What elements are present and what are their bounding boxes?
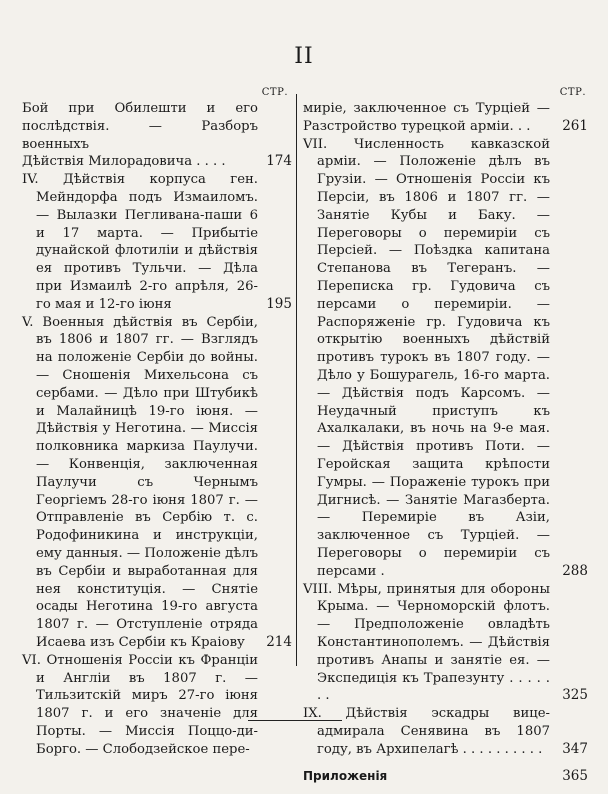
toc-entry-page: 174 <box>266 153 292 170</box>
toc-entry <box>303 581 588 706</box>
bottom-rule <box>248 720 342 721</box>
toc-left-column <box>22 86 292 758</box>
toc-entry-page: 288 <box>562 562 588 579</box>
toc-entry <box>303 705 588 758</box>
page-number: II <box>294 44 314 69</box>
toc-entry-text: VII. Численность кавказской арміи. — Положеніе дѣлъ въ Грузіи. — Отношенія Россіи къ Персіи, въ 1806 и 1807 гг. — Занятіе Кубы и Баку. — Переговоры о перемиріи съ Персіей. — Поѣздка капитана Степанова въ Тегеранъ. — Переписка гр. Гудовича съ персами о перемиріи. — Распоряженіе гр. Гудовича къ открытію военныхъ дѣйствій противъ турокъ въ 1807 году. — Дѣло у Бошурагель, 16-го марта. — Дѣйствія подъ Карсомъ. — Неудачный приступъ къ Ахалкалаки, въ ночь на 9-е мая. — Дѣйствія противъ Поти. — Геройская защита крѣпости Гумры. — Пораженіе турокъ при Дигнисѣ. — Занятіе Магазберта. — Перемиріе въ Азіи, заключенное съ Турціей. — Переговоры о перемиріи съ персами . <box>303 136 550 579</box>
appendix-label: Приложенія <box>303 769 388 784</box>
toc-entry-page: 214 <box>266 633 292 650</box>
toc-entry <box>303 100 588 136</box>
toc-entry-text: V. Военныя дѣйствія въ Сербіи, въ 1806 и 1807 гг. — Взглядъ на положеніе Сербіи до войны. — Сношенія Михельсона съ сербами. — Дѣло при Штубикѣ и Малайницѣ 19-го іюня. — Дѣйствія у Неготина. — Миссія полковника маркиза Паулучи. — Конвенція, заключенная Паулучи съ Чернымъ Георгіемъ 28-го іюня 1807 г. — Отправленіе въ Сербію т. с. Родофиникина и инструкціи, ему данныя. — Положеніе дѣлъ въ Сербіи и выработанная для нея конституція. — Снятіе осады Неготина 19-го августа 1807 г. — Отступленіе отряда Исаева изъ Сербіи къ Краіову <box>22 314 258 650</box>
toc-entry <box>22 314 292 652</box>
toc-right-column <box>303 86 588 786</box>
column-divider <box>296 94 297 666</box>
page-column-header: СТР. <box>559 87 586 98</box>
toc-entry-page: 325 <box>562 687 588 704</box>
toc-entry-text: VI. Отношенія Россіи къ Франціи и Англіи въ 1807 г. — Тильзитскій миръ 27-го іюня 1807 г. и его значеніе для Порты. — Миссія Поццо-ди-Борго. — Слободзейское пере- <box>22 652 258 757</box>
toc-entry <box>22 153 292 171</box>
appendix-entry <box>303 768 588 786</box>
toc-entry <box>22 652 292 759</box>
toc-entry <box>22 171 292 313</box>
toc-entry-text: миріе, заключенное съ Турціей — Разстройство турецкой арміи. . . <box>303 101 550 134</box>
toc-entry-text: IV. Дѣйствія корпуса ген. Мейндорфа подъ Измаиломъ. — Вылазки Пегливана-паши 6 и 17 марта. — Прибытіе дунайской флотиліи и дѣйствія ея противъ Тульчи. — Дѣла при Измаилѣ 2-го апрѣля, 26-го мая и 12-го іюня <box>22 172 258 312</box>
toc-entry-text: Дѣйствія Милорадовича . . . . <box>22 154 226 170</box>
toc-entry-text: VIII. Мѣры, принятыя для обороны Крыма. — Черноморскій флотъ. — Предположеніе овладѣть Константинополемъ. — Дѣйствія противъ Анапы и занятіе ея. — Экспедиція къ Трапезунту . . . . . . . <box>303 581 550 704</box>
toc-entry <box>303 136 588 581</box>
toc-entry-text: Бой при Обилешти и его послѣдствія. — Разборъ военныхъ <box>22 101 258 152</box>
toc-entry-page: 195 <box>266 295 292 312</box>
toc-entry <box>22 100 292 153</box>
toc-entry-text: IX. Дѣйствія эскадры вице-адмирала Сенявина въ 1807 году, въ Архипелагѣ . . . . . . . . . . <box>303 706 550 757</box>
toc-entry-page: 261 <box>562 117 588 134</box>
toc-entry-page: 347 <box>562 740 588 757</box>
page-column-header: СТР. <box>261 87 288 98</box>
appendix-page: 365 <box>562 768 588 785</box>
